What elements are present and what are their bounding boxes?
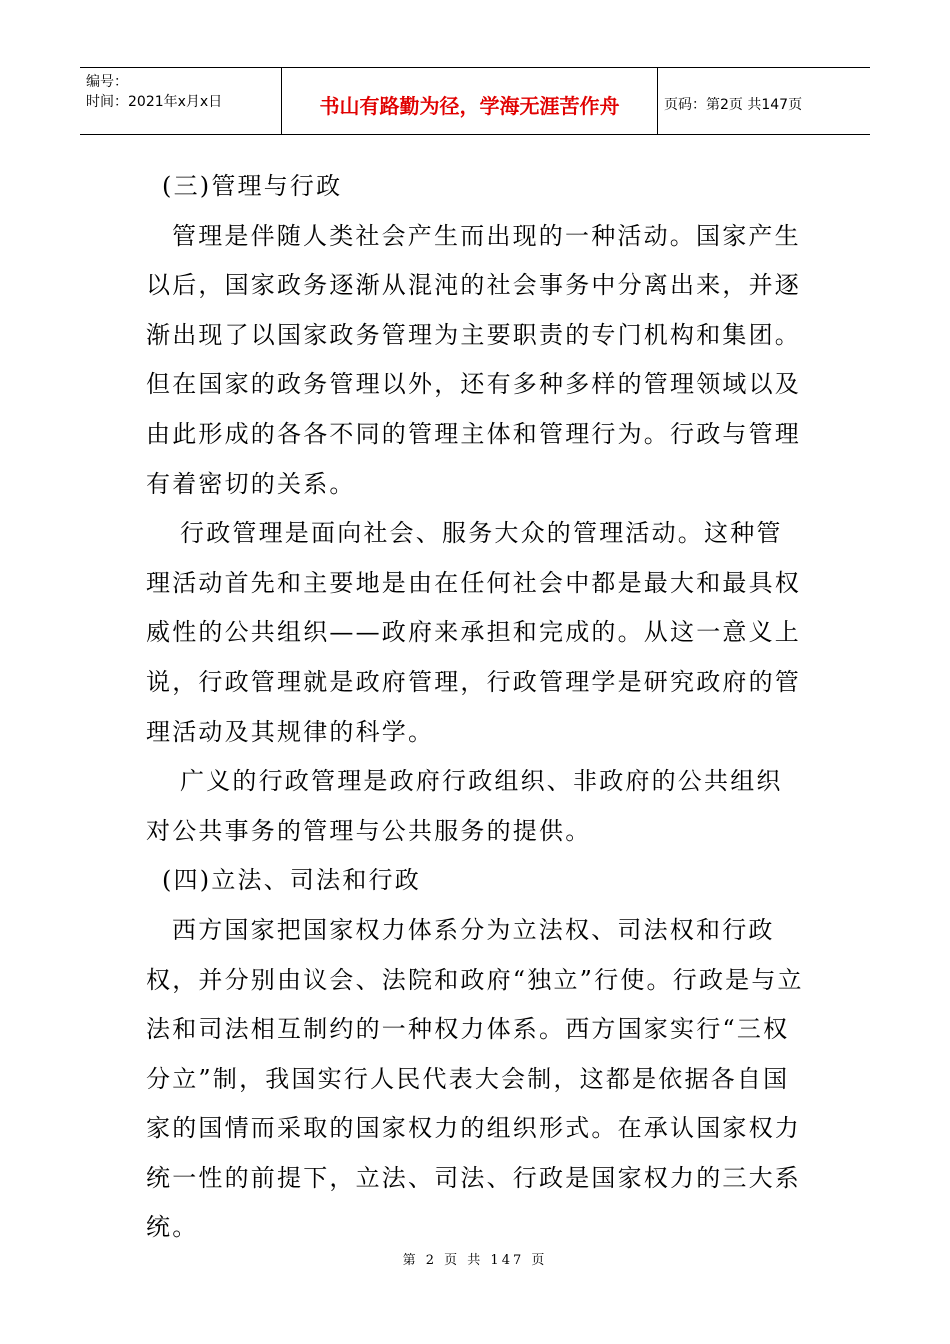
section-heading-3: (三)管理与行政 <box>162 172 343 200</box>
header-motto: 书山有路勤为径，学海无涯苦作舟 <box>282 68 658 134</box>
paragraph-3: 广义的行政管理是政府行政组织、非政府的公共组织对公共事务的管理与公共服务的提供。 <box>146 767 783 845</box>
document-time: 时间：2021年x月x日 <box>86 94 223 110</box>
document-number-label: 编号： <box>86 74 128 90</box>
document-body <box>146 162 806 1253</box>
paragraph-2: 行政管理是面向社会、服务大众的管理活动。这种管理活动首先和主要地是由在任何社会中都是最大和最具权威性的公共组织——政府来承担和完成的。从这一意义上说，行政管理就是政府管理，行政管理学是研究政府的管理活动及其规律的科学。 <box>146 519 801 746</box>
header-meta <box>80 68 282 134</box>
paragraph-1: 管理是伴随人类社会产生而出现的一种活动。国家产生以后，国家政务逐渐从混沌的社会事务中分离出来，并逐渐出现了以国家政务管理为主要职责的专门机构和集团。但在国家的政务管理以外，还有多种多样的管理领域以及由此形成的各各不同的管理主体和管理行为。行政与管理有着密切的关系。 <box>146 221 801 498</box>
paragraph-4: 西方国家把国家权力体系分为立法权、司法权和行政权，并分别由议会、法院和政府“独立”行使。行政是与立法和司法相互制约的一种权力体系。西方国家实行“三权分立”制，我国实行人民代表大会制，这都是依据各自国家的国情而采取的国家权力的组织形式。在承认国家权力统一性的前提下，立法、司法、行政是国家权力的三大系统。 <box>146 915 804 1242</box>
header-page-info: 页码：第2页 共147页 <box>664 97 803 113</box>
page-footer: 第 2 页 共 147 页 <box>402 1253 548 1268</box>
page-header <box>80 67 870 135</box>
section-heading-4: (四)立法、司法和行政 <box>162 866 421 895</box>
